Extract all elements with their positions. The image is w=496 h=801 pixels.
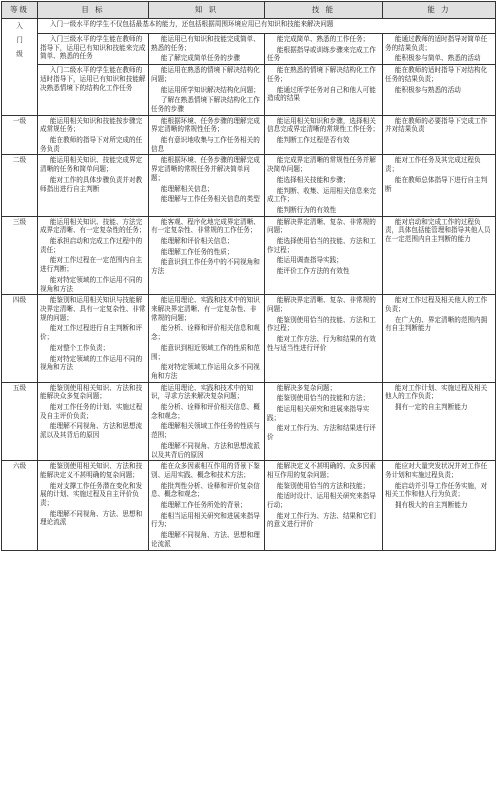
- goal-item: 能对特定领域的工作运用不同的视角和方法: [40, 354, 143, 372]
- ability-item: 拥有一定的自主判断能力: [394, 403, 468, 412]
- goal-cell: [38, 155, 149, 216]
- skill-item: 能解决界定清晰、复杂、非常规的问题；: [267, 217, 376, 235]
- knowledge-cell: [149, 216, 265, 295]
- knowledge-item: 能意识到工作任务中的不同视角和方法: [151, 258, 260, 276]
- knowledge-cell: [149, 461, 265, 550]
- ability-item: 能对启动和完成工作的过程负责，具体包括能管理和指导其他人员在一定范围内自主判断的能力: [385, 217, 491, 244]
- knowledge-item: 能理解工作任务的性质；: [160, 247, 234, 256]
- entry-level-label-char: 入: [16, 22, 23, 30]
- knowledge-item: 能分析、诠释和评价相关信息、概念和观念；: [151, 403, 260, 420]
- ability-cell: [383, 382, 496, 461]
- knowledge-item: 能根据环境、任务步骤的理解完成界定清晰的常规性任务；: [151, 116, 260, 134]
- ability-item: 能在教师总体指导下进行自主判断: [385, 175, 488, 193]
- skill-item: 能选择相关技能和步骤；: [276, 175, 350, 184]
- skill-item: 能解决定义不甚明确的、众多因素相互作用的复杂问题；: [267, 462, 376, 479]
- goal-item: 能鉴别使用相关知识、方法和技能解决定义不甚明确的复杂问题；: [40, 462, 143, 479]
- ability-cell: [383, 115, 496, 155]
- knowledge-item: 能批判性分析、诠释和评价复杂信息、概念和观念；: [151, 481, 260, 499]
- goal-item: 能运用相关知识和技能按步骤完成常规任务；: [40, 116, 143, 134]
- ability-item: 能对工作任务及其完成过程负责；: [385, 156, 481, 174]
- knowledge-item: 能意识到相近领域工作的性质和范围；: [151, 343, 260, 361]
- skill-item: 能运用调查指导实践；: [276, 256, 343, 265]
- skill-cell: [265, 382, 383, 461]
- goal-item: 能在教师的指导下对所完成的任务负责: [40, 136, 143, 153]
- ability-cell: [383, 34, 496, 65]
- skill-item: 能根据指导或训练步骤来完成工作任务: [267, 45, 376, 63]
- goal-item: 入门二级水平的学生能在教师的适时指导下，运用已有知识和技能解决熟悉情境下的结构化工作任务: [40, 66, 146, 92]
- entry-intro-text: 入门一级水平的学生不仅包括最基本的能力，还包括根据周围环境应用已有知识和技能来解决问题: [49, 20, 334, 28]
- level-label-entry: [2, 19, 38, 116]
- goal-item: 能鉴别使用相关知识、方法和技能解决众多复杂问题；: [40, 383, 143, 401]
- entry-sub-row: [2, 34, 496, 65]
- goal-item: 能对特定领域的工作运用不同的视角和方法: [40, 275, 143, 293]
- entry-intro-cell: [38, 19, 496, 34]
- ability-cell: [383, 65, 496, 116]
- ability-item: 能积极参与简单、熟悉的活动: [394, 54, 481, 63]
- skill-item: 能完成界定清晰的常规性任务并解决简单问题；: [267, 156, 376, 174]
- knowledge-item: 能理解不同视角、方法、思想和理论流派: [151, 531, 260, 548]
- table-body: [2, 19, 496, 551]
- knowledge-item: 能运用在熟悉的情境下解决结构化问题；: [151, 66, 260, 83]
- skill-item: 能运用相关知识和步骤，选择相关信息完成界定清晰的常规性工作任务；: [267, 116, 380, 134]
- skill-item: 能解决多复杂问题；: [276, 383, 337, 392]
- knowledge-cell: [149, 295, 265, 382]
- knowledge-item: 能理解工作任务所处的背景；: [160, 501, 247, 510]
- goal-item: 能理解不同视角、方法和思想流派以及其背后的原因: [40, 422, 143, 440]
- header-row: [2, 2, 496, 19]
- goal-item: 能运用相关知识、技能完成界定清晰的任务和简单问题；: [40, 156, 143, 174]
- goal-item: 入门三级水平的学生能在教师的指导下，运用已有知识和技能来完成简单、熟悉的任务: [40, 35, 146, 61]
- skill-item: 能鉴别使用恰当的技能和方法；: [276, 394, 370, 403]
- goal-cell: [38, 461, 149, 550]
- header-skill: 技 能: [265, 2, 383, 19]
- level-label: 四级: [2, 295, 38, 382]
- knowledge-item: 能有意识地收集与工作任务相关的信息: [151, 136, 260, 153]
- goal-item: 能承担启动和完成工作过程中的责任；: [40, 237, 143, 254]
- knowledge-item: 能分析、诠释和评价相关信息和观念；: [151, 324, 260, 342]
- skill-item: 能对工作行为、方法、结果和它们的意义进行评价: [267, 511, 376, 529]
- ability-item: 能在教师的必要指导下完成工作并对结果负责: [385, 116, 488, 134]
- ability-cell: [383, 155, 496, 216]
- skill-item: 能对工作方法、行为和结果的有效性与适当性进行评价: [267, 335, 376, 352]
- level-row: [2, 295, 496, 382]
- entry-sub-row: [2, 65, 496, 116]
- skill-item: 能评价工作方法的有效性: [276, 267, 350, 276]
- header-ability: 能 力: [383, 2, 496, 19]
- level-row: [2, 155, 496, 216]
- goal-item: 能运用相关知识、技能、方法完成界定清晰、有一定复杂性的任务；: [40, 217, 146, 235]
- goal-cell: [38, 295, 149, 382]
- skill-cell: [265, 115, 383, 155]
- goal-item: 能对支撑工作任务潜在变化和发展的计划、实施过程及自主评价负责；: [40, 481, 143, 508]
- entry-level-vertical-label: [4, 20, 35, 62]
- goal-item: 能对工作过程进行自主判断和评价；: [40, 324, 143, 342]
- ability-item: 能对工作过程及相关他人的工作负责；: [385, 296, 488, 313]
- goal-item: 能对整个工作负责；: [49, 343, 110, 352]
- level-row: [2, 115, 496, 155]
- knowledge-item: 能在众多因素相互作用的背景下鉴别、运用实践、概念和技术方法；: [151, 462, 260, 479]
- ability-cell: [383, 216, 496, 295]
- level-label: 三级: [2, 216, 38, 295]
- goal-cell: [38, 65, 149, 116]
- skill-item: 能判断工作过程是否有效: [276, 136, 350, 145]
- skill-item: 能选择使用恰当的技能、方法和工作过程；: [267, 237, 376, 254]
- entry-level-label-char: 门: [16, 35, 23, 44]
- knowledge-cell: [149, 382, 265, 461]
- ability-cell: [383, 295, 496, 382]
- ability-item: 能对工作计划、实施过程及相关他人的工作负责；: [385, 383, 488, 401]
- skill-cell: [265, 65, 383, 116]
- knowledge-item: 能了解完成简单任务的步骤: [160, 54, 241, 63]
- skill-cell: [265, 295, 383, 382]
- level-row: [2, 382, 496, 461]
- level-label: 六级: [2, 461, 38, 550]
- skill-item: 能对工作行为、方法和结果进行评价: [267, 424, 376, 442]
- skill-cell: [265, 461, 383, 550]
- knowledge-item: 能运用所学知识解决结构化问题；: [160, 85, 260, 94]
- skill-item: 能判断行为的有效性: [276, 205, 337, 214]
- skill-item: 能判断、收集、运用相关信息来完成工作；: [267, 186, 376, 204]
- knowledge-item: 能理解不同视角、方法和思想流派以及其背后的原因: [151, 441, 260, 459]
- goal-item: 能鉴别和运用相关知识与技能解决界定清晰、具有一定复杂性、非常规的问题；: [40, 296, 146, 322]
- level-label: 二级: [2, 155, 38, 216]
- goal-item: 能对工作的具体步骤负责并对教师指出进行自主判断: [40, 175, 143, 193]
- goal-cell: [38, 34, 149, 65]
- knowledge-item: 能运用理论、实践和技术中的知识，寻求方法来解决复杂问题；: [151, 383, 254, 401]
- header-knowledge: 知 识: [149, 2, 265, 19]
- competency-level-table: [1, 1, 496, 551]
- knowledge-item: 能理解相关信息；: [160, 184, 214, 193]
- skill-item: 能鉴别使用恰当的技能、方法和工作过程；: [267, 315, 376, 333]
- ability-item: 能通过教师的适时指导对简单任务的结果负责；: [385, 35, 488, 52]
- skill-item: 能运用相关研究和进展来指导实践；: [267, 405, 370, 422]
- knowledge-item: 能理解和评价相关信息；: [160, 237, 234, 246]
- skill-cell: [265, 34, 383, 65]
- knowledge-item: 了解在熟悉情境下解决结构化工作任务的步骤: [151, 96, 260, 113]
- ability-item: 能积极参与熟悉的活动: [394, 85, 461, 94]
- knowledge-item: 能理解与工作任务相关信息的类型: [160, 195, 260, 204]
- ability-item: 拥有极大的自主判断能力: [394, 501, 468, 510]
- knowledge-item: 能相当运用相关研究和进展来指导行为；: [151, 511, 260, 529]
- ability-item: 能在教师的适时指导下对结构化任务的结果负责；: [385, 66, 488, 83]
- skill-cell: [265, 155, 383, 216]
- skill-cell: [265, 216, 383, 295]
- knowledge-item: 能客观、程序化地完成界定清晰、有一定复杂性、非常规的工作任务；: [151, 217, 260, 235]
- ability-item: 能应对大量突发状况并对工作任务计划和实施过程负责；: [385, 462, 488, 479]
- knowledge-cell: [149, 34, 265, 65]
- knowledge-item: 能根据环境、任务步骤的理解完成界定清晰的常规任务并解决简单问题；: [151, 156, 260, 182]
- level-row: [2, 461, 496, 550]
- knowledge-item: 能运用已有知识和技能完成简单、熟悉的任务；: [151, 35, 260, 52]
- ability-item: 能启动并引导工作任务实施，对相关工作和他人行为负责；: [385, 481, 488, 499]
- knowledge-cell: [149, 65, 265, 116]
- goal-item: 能对工作过程在一定范围内自主进行判断；: [40, 256, 143, 274]
- knowledge-cell: [149, 155, 265, 216]
- skill-item: 能完成简单、熟悉的工作任务；: [276, 35, 370, 43]
- skill-item: 能适时设计、运用相关研究来指导行动；: [267, 492, 376, 510]
- knowledge-item: 能对特定领域工作运用众多不同视角和方法: [151, 363, 260, 380]
- level-row: [2, 216, 496, 295]
- entry-level-label-char: 级: [16, 49, 23, 58]
- skill-item: 能解决界定清晰、复杂、非常规的问题；: [267, 296, 376, 313]
- ability-cell: [383, 461, 496, 550]
- knowledge-item: 能运用理论、实践和技术中的知识来解决界定清晰、有一定复杂性、非常规的问题；: [151, 296, 260, 322]
- goal-cell: [38, 382, 149, 461]
- header-goal: 目 标: [38, 2, 149, 19]
- goal-cell: [38, 216, 149, 295]
- goal-cell: [38, 115, 149, 155]
- goal-item: 能对工作任务的计划、实施过程及自主评价负责；: [40, 403, 143, 420]
- ability-item: 在广大的、界定清晰的范围内拥有自主判断能力: [385, 315, 488, 333]
- goal-item: 能理解不同视角、方法、思想和理论流派: [40, 509, 143, 527]
- level-label: 一级: [2, 115, 38, 155]
- skill-item: 能在熟悉的情境下解决结构化工作任务；: [267, 66, 376, 83]
- skill-item: 能通过所学任务对自己和他人可能造成的结果: [267, 85, 376, 103]
- header-level: 等级: [2, 2, 38, 19]
- knowledge-item: 能理解相关领域工作任务的性质与范围；: [151, 422, 260, 440]
- knowledge-cell: [149, 115, 265, 155]
- level-label: 五级: [2, 382, 38, 461]
- entry-intro-row: [2, 19, 496, 34]
- skill-item: 能鉴别使用恰当的方法和技能；: [276, 481, 370, 490]
